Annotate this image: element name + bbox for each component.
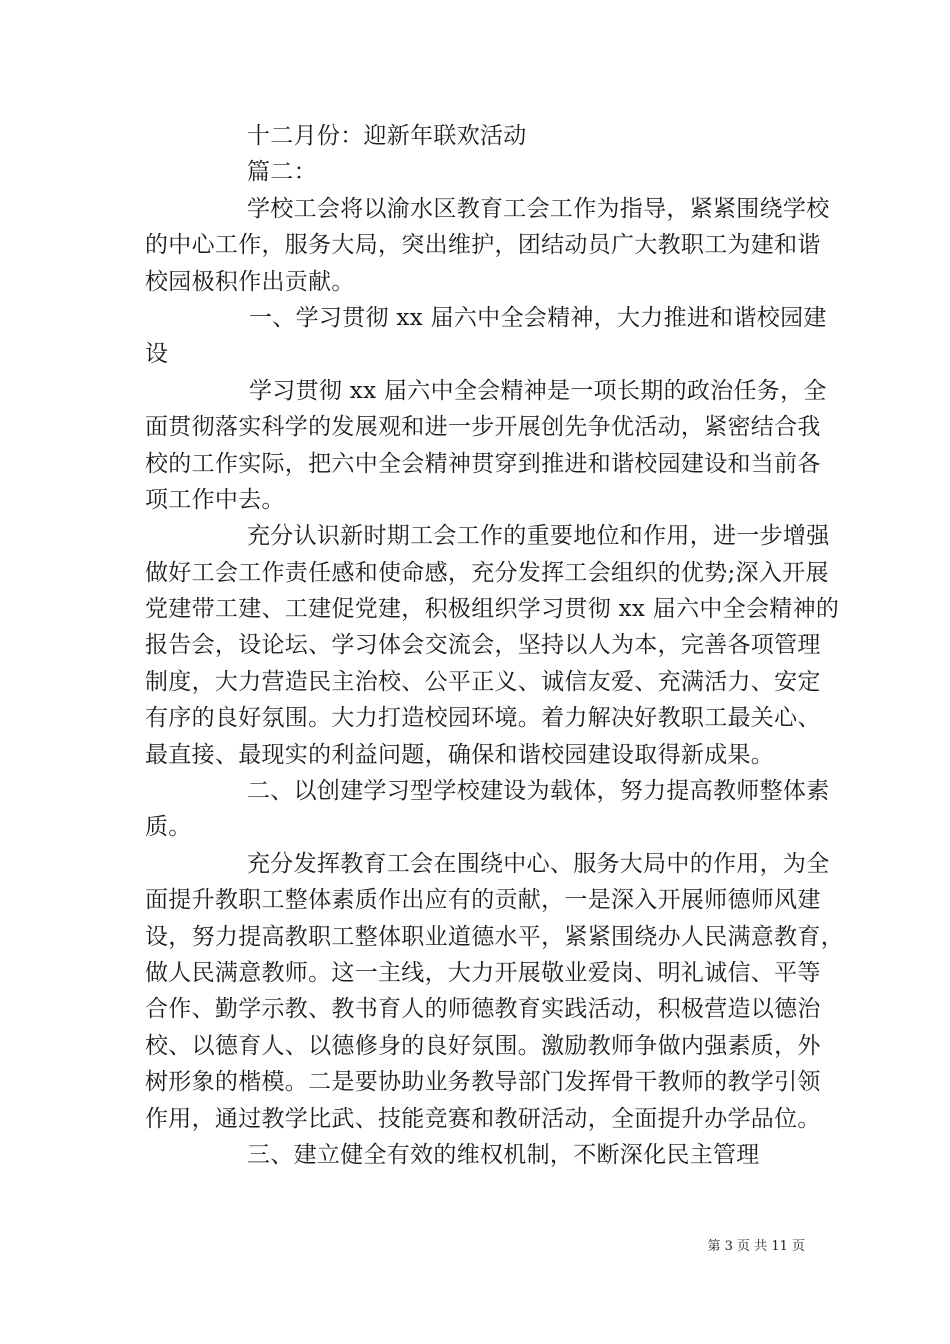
text-line: 设，努力提高教职工整体职业道德水平，紧紧围绕办人民满意教育， [145, 923, 844, 950]
text-line: 篇二： [247, 159, 317, 186]
text-line: 学校工会将以渝水区教育工会工作为指导，紧紧围绕学校 [247, 195, 830, 222]
text-line: 做好工会工作责任感和使命感，充分发挥工会组织的优势;深入开展 [145, 559, 829, 586]
text-line: 最直接、最现实的利益问题，确保和谐校园建设取得新成果。 [145, 741, 775, 768]
text-line: 面提升教职工整体素质作出应有的贡献，一是深入开展师德师风建 [145, 887, 821, 914]
text-line: 作用，通过教学比武、技能竞赛和教研活动，全面提升办学品位。 [145, 1105, 821, 1132]
page-number: 第 3 页 共 11 页 [707, 1239, 805, 1254]
text-line: 树形象的楷模。二是要协助业务教导部门发挥骨干教师的教学引领 [145, 1069, 821, 1096]
text-line: 十二月份：迎新年联欢活动 [247, 123, 527, 149]
text-line: 面贯彻落实科学的发展观和进一步开展创先争优活动，紧密结合我 [145, 414, 821, 441]
document-body [145, 118, 844, 1173]
text-line: 做人民满意教师。这一主线，大力开展敬业爱岗、明礼诚信、平等 [145, 959, 821, 986]
text-line: 校的工作实际，把六中全会精神贯穿到推进和谐校园建设和当前各 [145, 450, 821, 477]
section-heading: 三、建立健全有效的维权机制，不断深化民主管理 [247, 1141, 760, 1168]
section-heading: 二、以创建学习型学校建设为载体，努力提高教师整体素 [247, 778, 830, 805]
section-heading: 一、学习贯彻 xx 届六中全会精神，大力推进和谐校园建 [249, 304, 827, 331]
text-line: 充分认识新时期工会工作的重要地位和作用，进一步增强 [247, 523, 830, 550]
text-line: 制度，大力营造民主治校、公平正义、诚信友爱、充满活力、安定 [145, 668, 821, 695]
text-line: 校园极积作出贡献。 [145, 268, 355, 295]
text-line: 校、以德育人、以德修身的良好氛围。激励教师争做内强素质，外 [145, 1032, 821, 1059]
section-heading: 设 [145, 341, 169, 368]
text-line: 的中心工作，服务大局，突出维护，团结动员广大教职工为建和谐 [145, 232, 821, 259]
text-line: 学习贯彻 xx 届六中全会精神是一项长期的政治任务，全 [249, 377, 827, 404]
text-line: 项工作中去。 [145, 486, 285, 513]
text-line: 报告会，设论坛、学习体会交流会，坚持以人为本，完善各项管理 [145, 632, 821, 659]
text-line: 有序的良好氛围。大力打造校园环境。着力解决好教职工最关心、 [145, 705, 821, 732]
section-heading: 质。 [145, 814, 192, 841]
text-line: 合作、勤学示教、教书育人的师德教育实践活动，积极营造以德治 [145, 996, 821, 1023]
text-line: 充分发挥教育工会在围绕中心、服务大局中的作用，为全 [247, 850, 830, 877]
text-line: 党建带工建、工建促党建，积极组织学习贯彻 xx 届六中全会精神的 [145, 596, 840, 623]
